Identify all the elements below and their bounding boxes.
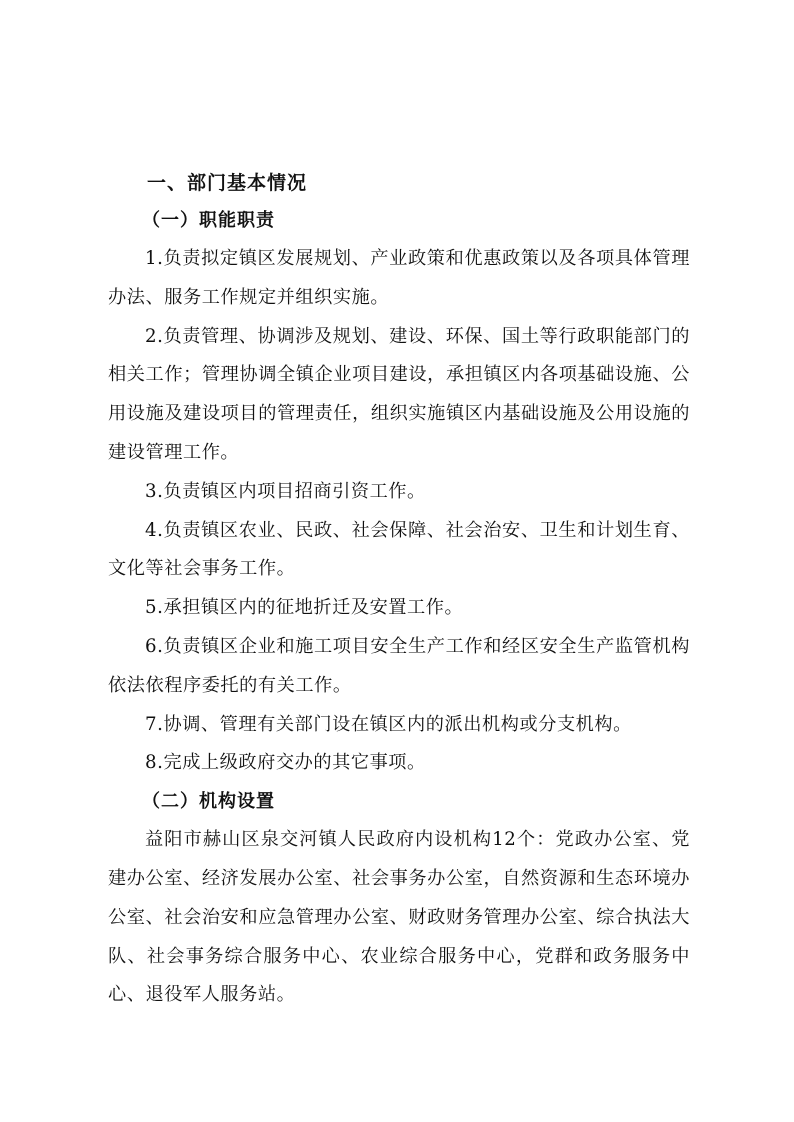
subsection-heading-functions: （一）职能职责 <box>142 210 275 231</box>
paragraph: 3.负责镇区内项目招商引资工作。 <box>145 480 426 502</box>
paragraph: 6.负责镇区企业和施工项目安全生产工作和经区安全生产监管机构依法依程序委托的有关工作。 <box>108 635 690 696</box>
paragraph: 1.负责拟定镇区发展规划、产业政策和优惠政策以及各项具体管理办法、服务工作规定并组织实施。 <box>108 248 690 308</box>
paragraph: 8.完成上级政府交办的其它事项。 <box>145 752 426 774</box>
paragraph: 2.负责管理、协调涉及规划、建设、环保、国土等行政职能部门的相关工作；管理协调全镇企业项目建设，承担镇区内各项基础设施、公用设施及建设项目的管理责任，组织实施镇区内基础设施及公用设施的建设管理工作。 <box>108 325 690 463</box>
paragraph: 7.协调、管理有关部门设在镇区内的派出机构或分支机构。 <box>145 713 632 735</box>
subsection-heading-organization: （二）机构设置 <box>142 791 275 813</box>
document-body <box>108 164 690 1015</box>
paragraph: 4.负责镇区农业、民政、社会保障、社会治安、卫生和计划生育、文化等社会事务工作。 <box>108 519 690 580</box>
paragraph: 益阳市赫山区泉交河镇人民政府内设机构12个：党政办公室、党建办公室、经济发展办公室、社会事务办公室，自然资源和生态环境办公室、社会治安和应急管理办公室、财政财务管理办公室、综合执法大队、社会事务综合服务中心、农业综合服务中心，党群和政务服务中心、退役军人服务站。 <box>108 829 690 1006</box>
section-heading: 一、部门基本情况 <box>147 172 308 194</box>
paragraph: 5.承担镇区内的征地折迁及安置工作。 <box>145 597 464 619</box>
